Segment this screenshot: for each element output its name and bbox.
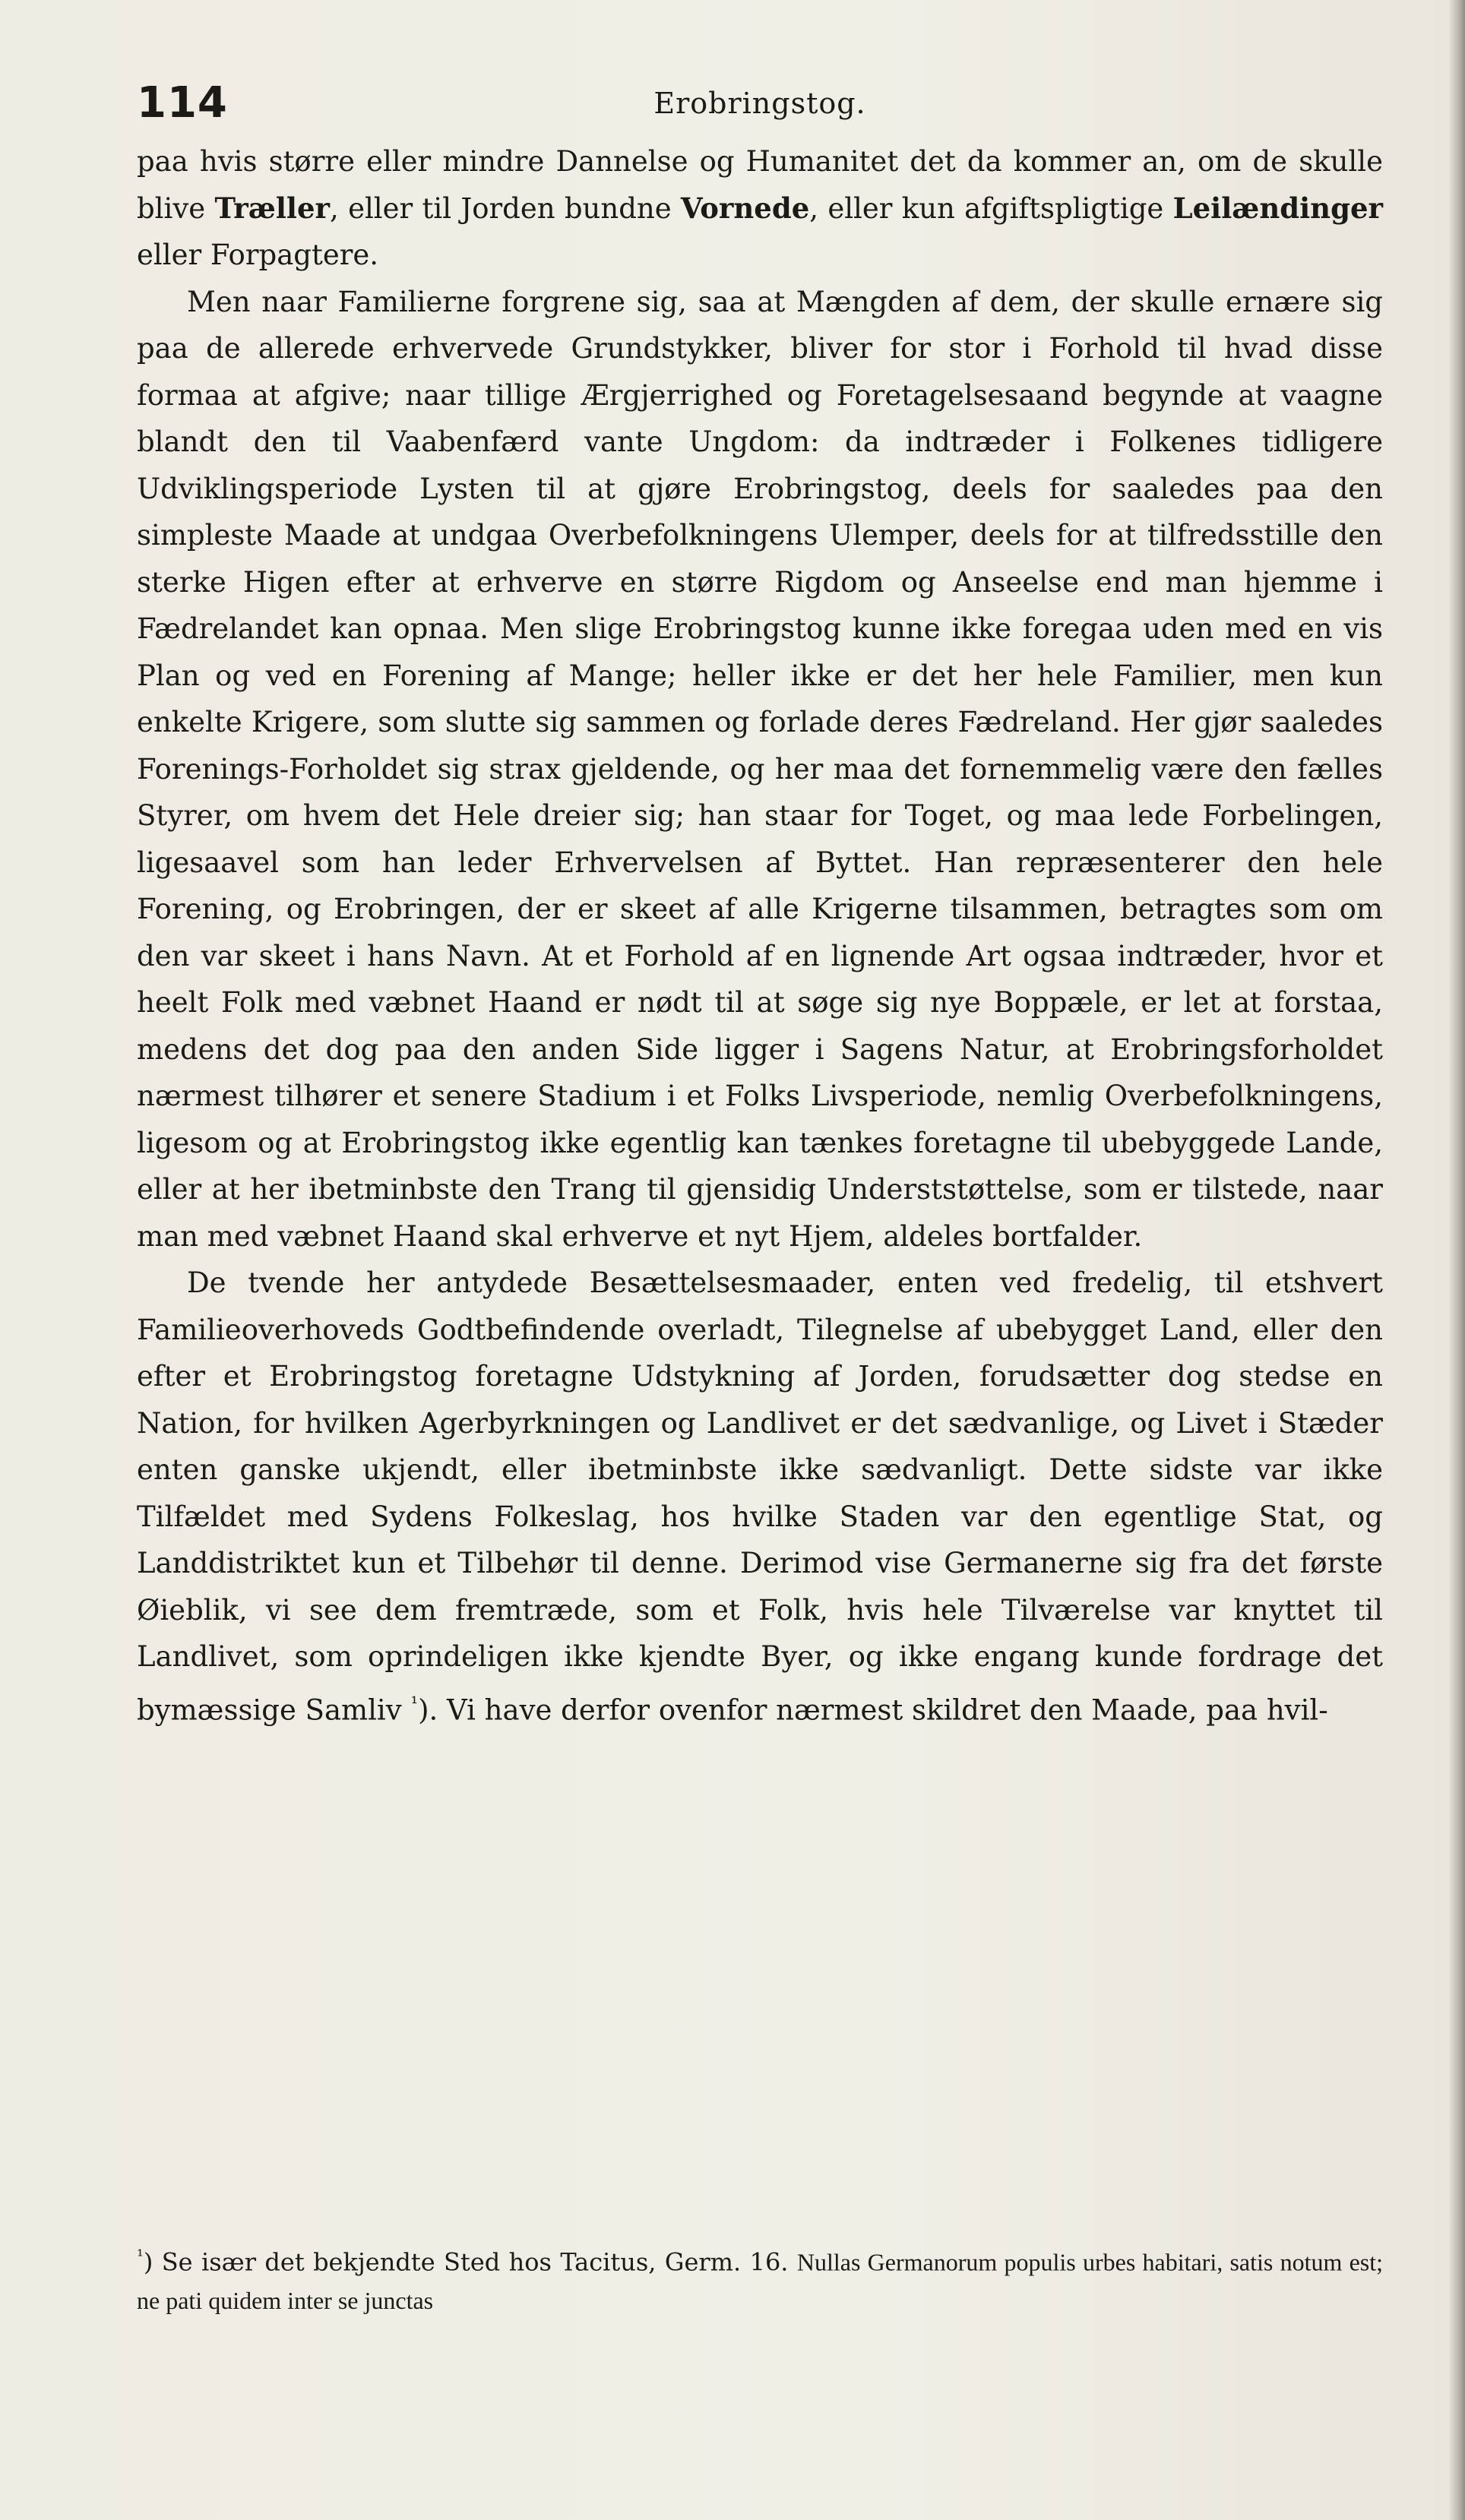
emphasized-term: Leilændinger	[1172, 191, 1383, 225]
paragraph	[137, 138, 1383, 279]
text-segment: , eller til Jorden bundne	[330, 191, 681, 225]
text-segment: ). Vi have derfor ovenfor nærmest skildret den Maade, paa hvil-	[418, 1693, 1328, 1726]
page-header	[137, 73, 1383, 134]
body-text	[137, 138, 1383, 1733]
text-segment: , eller kun afgiftspligtige	[809, 191, 1173, 225]
paragraph	[137, 279, 1383, 1260]
footnote-reference: ¹	[410, 1692, 419, 1714]
text-segment: De tvende her antydede Besættelsesmaader, enten ved fredelig, til etshvert Familieoverhoveds Godtbefindende overladt, Tilegnelse af ubebygget Land, eller den efter et Erobringstog foretagne Udstykning af Jorden, forudsætter dog stedse en Nation, for hvilken Agerbyrkningen og Landlivet er det sædvanlige, og Livet i Stæder enten ganske ukjendt, eller ibetminbste ikke sædvanligt. Dette sidste var ikke Tilfældet med Sydens Folkeslag, hos hvilke Staden var den egentlige Stat, og Landdistriktet kun et Tilbehør til denne. Derimod vise Germanerne sig fra det første Øieblik, vi see dem fremtræde, som et Folk, hvis hele Tilværelse var knyttet til Landlivet, som oprindeligen ikke kjendte Byer, og ikke engang kunde fordrage det bymæssige Samliv	[137, 1266, 1383, 1726]
running-title: Erobringstog.	[653, 87, 866, 120]
footnote-latin-quote: Nullas Germanorum populis urbes habitari, satis notum est; ne pati quidem inter se junctas	[137, 2248, 1384, 2314]
page-edge-shadow	[1448, 0, 1465, 2520]
paragraph	[137, 1260, 1383, 1733]
emphasized-term: Vornede	[680, 191, 810, 225]
text-segment: paa hvis større eller mindre Dannelse og Humanitet det da kommer an, om de skulle blive	[137, 145, 1383, 225]
footnote-mark: ¹	[137, 2247, 144, 2266]
footnote	[137, 2238, 1383, 2319]
footnote-text: ) Se især det bekjendte Sted hos Tacitus, Germ. 16.	[143, 2247, 797, 2277]
emphasized-term: Træller	[214, 191, 331, 225]
page-number: 114	[137, 78, 228, 128]
text-segment: eller Forpagtere.	[137, 239, 379, 271]
text-segment: Men naar Familierne forgrene sig, saa at Mængden af dem, der skulle ernære sig paa de allerede erhvervede Grundstykker, bliver for stor i Forhold til hvad disse formaa at afgive; naar tillige Ærgjerrighed og Foretagelsesaand begynde at vaagne blandt den til Vaabenfærd vante Ungdom: da indtræder i Folkenes tidligere Udviklingsperiode Lysten til at gjøre Erobringstog, deels for saaledes paa den simpleste Maade at undgaa Overbefolkningens Ulemper, deels for at tilfredsstille den sterke Higen efter at erhverve en større Rigdom og Anseelse end man hjemme i Fædrelandet kan opnaa. Men slige Erobringstog kunne ikke foregaa uden med en vis Plan og ved en Forening af Mange; heller ikke er det her hele Familier, men kun enkelte Krigere, som slutte sig sammen og forlade deres Fædreland. Her gjør saaledes Forenings-Forholdet sig strax gjeldende, og her maa det fornemmelig være den fælles Styrer, om hvem det Hele dreier sig; han staar for Toget, og maa lede Forbelingen, ligesaavel som han leder Erhvervelsen af Byttet. Han repræsenterer den hele Forening, og Erobringen, der er skeet af alle Krigerne tilsammen, betragtes som om den var skeet i hans Navn. At et Forhold af en lignende Art ogsaa indtræder, hvor et heelt Folk med væbnet Haand er nødt til at søge sig nye Boppæle, er let at forstaa, medens det dog paa den anden Side ligger i Sagens Natur, at Erobringsforholdet nærmest tilhører et senere Stadium i et Folks Livsperiode, nemlig Overbefolkningens, ligesom og at Erobringstog ikke egentlig kan tænkes foretagne til ubebyggede Lande, eller at her ibetminbste den Trang til gjensidig Underststøttelse, som er tilstede, naar man med væbnet Haand skal erhverve et nyt Hjem, aldeles bortfalder.	[137, 285, 1383, 1253]
